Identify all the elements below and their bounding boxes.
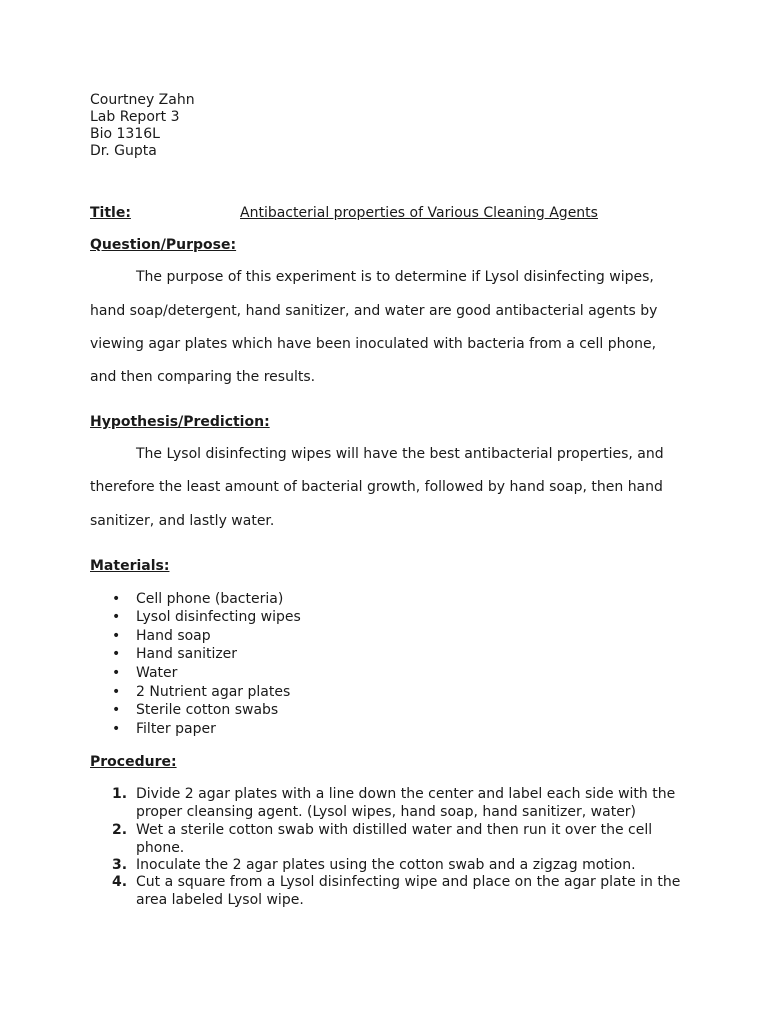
bullet-icon: • xyxy=(112,628,121,644)
purpose-line: The purpose of this experiment is to determine if Lysol disinfecting wipes, xyxy=(136,269,654,285)
bullet-icon: • xyxy=(112,684,121,700)
step-line: Cut a square from a Lysol disinfecting wipe and place on the agar plate in the xyxy=(136,874,681,890)
material-label: Cell phone (bacteria) xyxy=(136,591,284,607)
step-number: 3. xyxy=(112,857,128,873)
bullet-icon: • xyxy=(112,665,121,681)
purpose-line: viewing agar plates which have been inoculated with bacteria from a cell phone, xyxy=(90,336,657,352)
step-line: proper cleansing agent. (Lysol wipes, hand soap, hand sanitizer, water) xyxy=(136,804,637,820)
step-number: 2. xyxy=(112,822,128,838)
bullet-icon: • xyxy=(112,609,121,625)
material-label: 2 Nutrient agar plates xyxy=(136,684,291,700)
bullet-icon: • xyxy=(112,646,121,662)
hypothesis-line: The Lysol disinfecting wipes will have the best antibacterial properties, and xyxy=(136,446,664,462)
purpose-line: hand soap/detergent, hand sanitizer, and water are good antibacterial agents by xyxy=(90,303,658,319)
report-title: Antibacterial properties of Various Cleaning Agents xyxy=(240,205,598,221)
course-code: Bio 1316L xyxy=(90,126,160,142)
purpose-heading: Question/Purpose: xyxy=(90,237,237,253)
hypothesis-heading: Hypothesis/Prediction: xyxy=(90,414,270,430)
purpose-line: and then comparing the results. xyxy=(90,369,316,385)
material-label: Lysol disinfecting wipes xyxy=(136,609,301,625)
step-line: phone. xyxy=(136,840,185,856)
bullet-icon: • xyxy=(112,721,121,737)
material-label: Hand sanitizer xyxy=(136,646,238,662)
bullet-icon: • xyxy=(112,591,121,607)
instructor-name: Dr. Gupta xyxy=(90,143,157,159)
material-label: Water xyxy=(136,665,178,681)
step-number: 4. xyxy=(112,874,128,890)
hypothesis-line: sanitizer, and lastly water. xyxy=(90,513,275,529)
step-line: Divide 2 agar plates with a line down the center and label each side with the xyxy=(136,786,676,802)
author-name: Courtney Zahn xyxy=(90,92,195,108)
step-number: 1. xyxy=(112,786,128,802)
materials-heading: Materials: xyxy=(90,558,170,574)
material-label: Filter paper xyxy=(136,721,216,737)
title-label: Title: xyxy=(90,205,131,221)
material-label: Sterile cotton swabs xyxy=(136,702,279,718)
material-label: Hand soap xyxy=(136,628,211,644)
bullet-icon: • xyxy=(112,702,121,718)
step-line: Inoculate the 2 agar plates using the cotton swab and a zigzag motion. xyxy=(136,857,636,873)
step-line: area labeled Lysol wipe. xyxy=(136,892,304,908)
hypothesis-line: therefore the least amount of bacterial growth, followed by hand soap, then hand xyxy=(90,479,663,495)
procedure-heading: Procedure: xyxy=(90,754,177,770)
report-number: Lab Report 3 xyxy=(90,109,180,125)
step-line: Wet a sterile cotton swab with distilled water and then run it over the cell xyxy=(136,822,653,838)
